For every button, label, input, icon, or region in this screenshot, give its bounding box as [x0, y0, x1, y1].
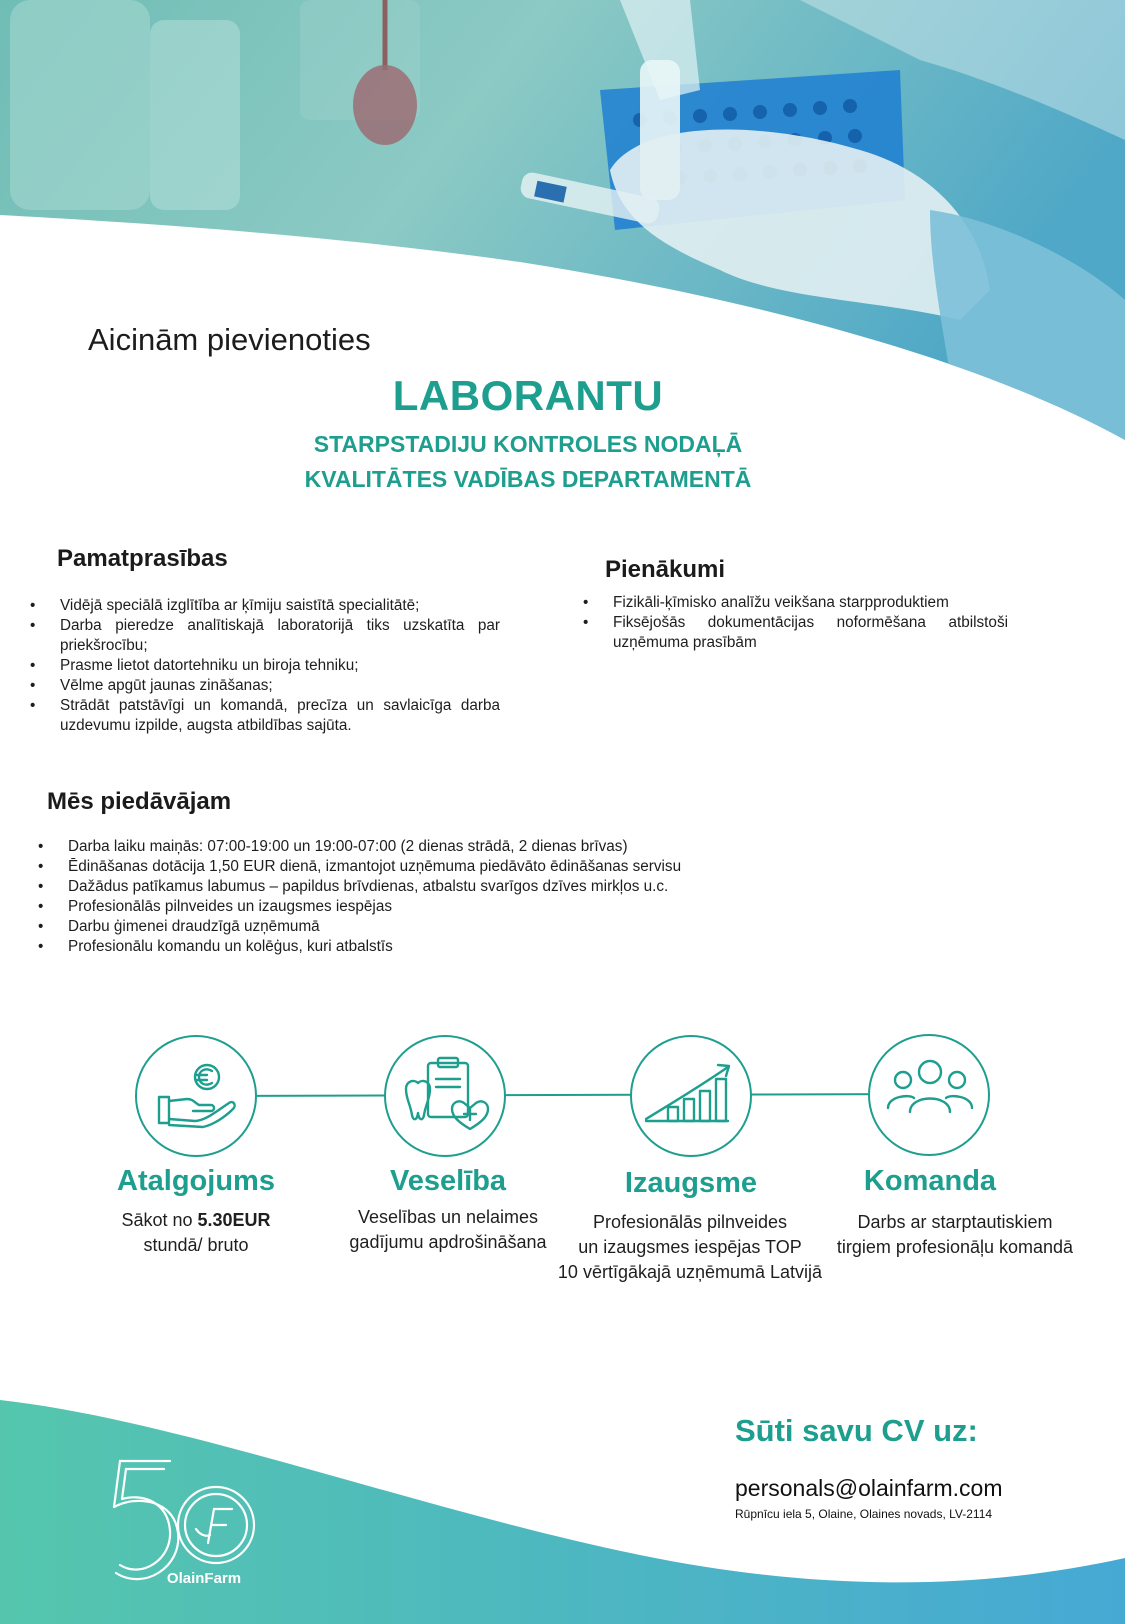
benefit-text-line: Veselības un nelaimes: [357, 1207, 539, 1227]
benefit-text-line: Profesionālās pilnveides: [592, 1212, 788, 1232]
list-item: • Strādāt patstāvīgi un komandā, precīza un savlaicīga darba uzdevumu izpilde, augsta atbildības sajūta.: [30, 696, 500, 736]
cv-title: Sūti savu CV uz:: [735, 1413, 978, 1448]
hand-euro-icon: [137, 1037, 255, 1155]
benefit-text-line: 10 vērtīgākajā uzņēmumā Latvijā: [557, 1262, 823, 1282]
requirements-list: [30, 596, 500, 736]
list-item: • Darba pieredze analītiskajā laboratorijā tiks uzskatīta par priekšrocību;: [30, 616, 500, 656]
health-clipboard-icon: [386, 1037, 504, 1155]
list-item: • Fizikāli-ķīmisko analīžu veikšana starpproduktiem: [583, 593, 1008, 613]
list-item: • Prasme lietot datortehniku un biroja tehniku;: [30, 656, 500, 676]
benefit-text-team: [810, 1210, 1100, 1260]
logo-brand: OlainFarm: [166, 1570, 242, 1587]
benefit-text-line: un izaugsmes iespējas TOP: [578, 1237, 802, 1257]
salary-circle: [135, 1035, 257, 1157]
email-link[interactable]: personals@olainfarm.com: [735, 1475, 1003, 1501]
duties-heading: Pienākumi: [605, 556, 726, 583]
offer-list: [38, 837, 758, 957]
benefit-text-salary: [76, 1208, 316, 1258]
benefit-title-salary: Atalgojums: [117, 1165, 275, 1197]
benefit-text-line: tirgiem profesionāļu komandā: [836, 1237, 1074, 1257]
benefit-text-line: stundā/ bruto: [143, 1235, 249, 1255]
address-text: Rūpnīcu iela 5, Olaine, Olaines novads, LV-2114: [735, 1507, 993, 1521]
benefit-text-line: gadījumu apdrošināšana: [349, 1232, 547, 1252]
list-item: • Ēdināšanas dotācija 1,50 EUR dienā, izmantojot uzņēmuma piedāvāto ēdināšanas servisu: [38, 857, 758, 877]
department-line-2: KVALITĀTES VADĪBAS DEPARTAMENTĀ: [304, 466, 752, 492]
requirements-heading: Pamatprasības: [57, 545, 228, 572]
growth-circle: [630, 1035, 752, 1157]
salary-amount: 5.30EUR: [197, 1210, 271, 1230]
intro-text: Aicinām pievienoties: [88, 322, 371, 357]
list-item: • Dažādus patīkamus labumus – papildus brīvdienas, atbalstu svarīgos dzīves mirkļos u.c.: [38, 877, 758, 897]
department-line-1: STARPSTADIJU KONTROLES NODAĻĀ: [313, 431, 743, 457]
benefit-title-team: Komanda: [863, 1165, 997, 1197]
health-circle: [384, 1035, 506, 1157]
benefit-title-health: Veselība: [389, 1165, 507, 1197]
list-item: • Darbu ģimenei draudzīgā uzņēmumā: [38, 917, 758, 937]
list-item: • Profesionālu komandu un kolēģus, kuri atbalstīs: [38, 937, 758, 957]
growth-chart-icon: [632, 1037, 750, 1155]
benefit-text-line: Darbs ar starptautiskiem: [857, 1212, 1053, 1232]
list-item: • Fiksējošās dokumentācijas noformēšana atbilstoši uzņēmuma prasībām: [583, 613, 1008, 653]
list-item: • Vēlme apgūt jaunas zināšanas;: [30, 676, 500, 696]
benefit-text-line: Sākot no: [121, 1210, 198, 1230]
team-circle: [868, 1034, 990, 1156]
list-item: • Vidējā speciālā izglītība ar ķīmiju saistītā specialitātē;: [30, 596, 500, 616]
offer-heading: Mēs piedāvājam: [47, 788, 232, 815]
benefit-title-growth: Izaugsme: [624, 1167, 758, 1199]
olainfarm-50-logo: [96, 1455, 266, 1595]
team-icon: [870, 1036, 988, 1154]
list-item: • Darba laiku maiņās: 07:00-19:00 un 19:00-07:00 (2 dienas strādā, 2 dienas brīvas): [38, 837, 758, 857]
job-title: LABORANTU: [392, 372, 664, 419]
benefit-text-growth: [535, 1210, 845, 1285]
list-item: • Profesionālās pilnveides un izaugsmes iespējas: [38, 897, 758, 917]
duties-list: [583, 593, 1008, 653]
